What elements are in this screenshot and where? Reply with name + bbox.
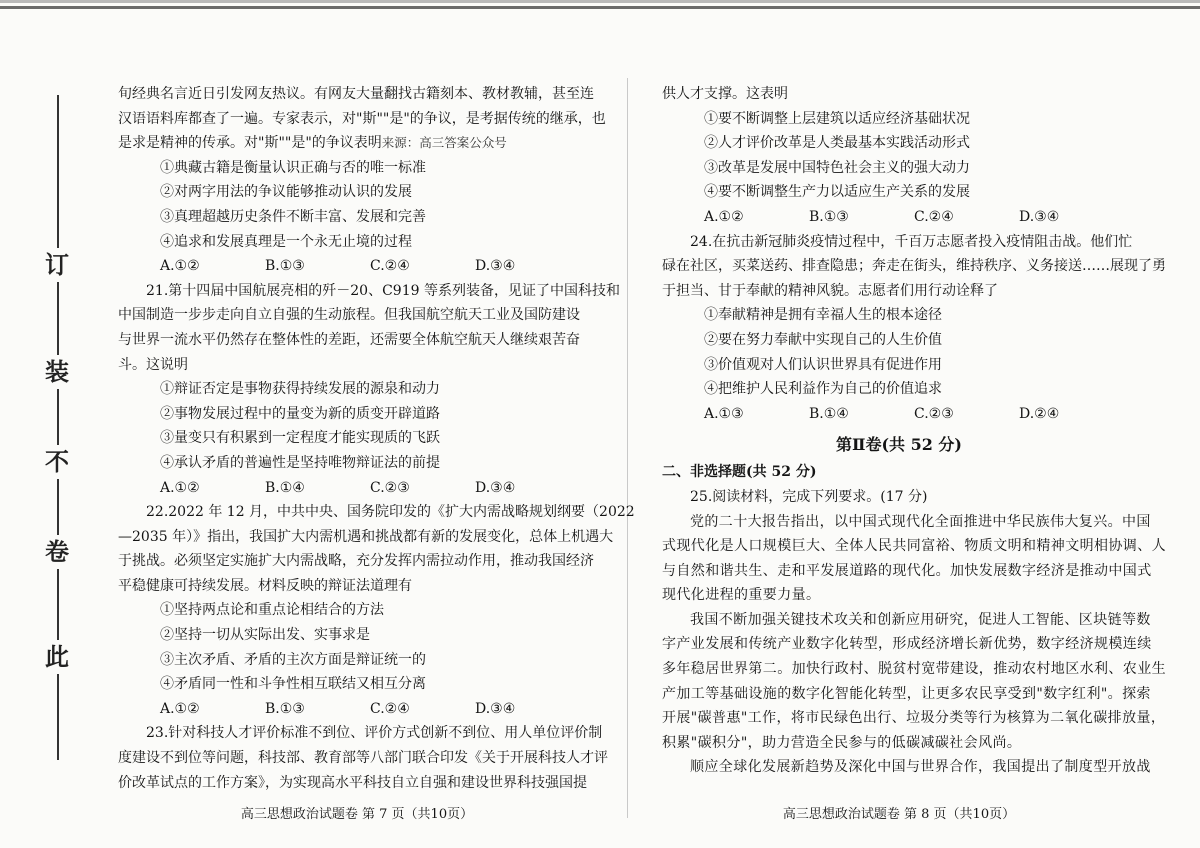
line-text: ③主次矛盾、矛盾的主次方面是辩证统一的: [160, 651, 426, 668]
line-text: 旬经典名言近日引发网友热议。有网友大量翻找古籍刻本、教材教辅，甚至连: [118, 86, 594, 102]
option-line: [118, 402, 596, 427]
text-line: [662, 755, 1151, 780]
text-line: [662, 682, 1151, 707]
line-text: ④承认矛盾的普遍性是坚持唯物辩证法的前提: [160, 454, 440, 471]
line-text: 第Ⅱ卷(共 52 分): [835, 435, 963, 455]
text-line: [118, 131, 596, 156]
line-text: 汉语语料库都查了一遍。专家表示，对"斯""是"的争议，是考据传统的继承，也: [118, 110, 606, 127]
answer-choices: [118, 254, 596, 279]
option-line: [662, 131, 1136, 156]
answer-choices: [118, 697, 596, 722]
text-line: [118, 771, 596, 796]
text-line: [118, 303, 596, 328]
line-text: 与自然和谐共生、走和平发展道路的现代化。加快发展数字经济是推动中国式: [662, 562, 1152, 579]
line-text: 平稳健康可持续发展。材料反映的辩证法道理有: [118, 577, 412, 594]
line-text: 碌在社区，买菜送药、排查隐患；奔走在街头，维持秩序、义务接送……展现了勇: [662, 258, 1166, 275]
line-text: 度建设不到位等问题，科技部、教育部等八部门联合印发《关于开展科技人才评: [118, 750, 608, 767]
answer-choice: A.①②: [160, 479, 200, 496]
line-text: ②对两字用法的争议能够推动认识的发展: [160, 184, 412, 201]
answer-choice: A.①②: [160, 700, 200, 717]
option-line: [662, 303, 1136, 328]
line-text: ③价值观对人们认识世界具有促进作用: [704, 356, 942, 373]
option-line: [118, 180, 596, 205]
line-text: ③真理超越历史条件不断丰富、发展和完善: [160, 208, 426, 225]
answer-choice: B.①④: [809, 405, 849, 422]
text-line: [118, 574, 596, 599]
answer-choice: D.③④: [1019, 208, 1060, 225]
answer-choice: B.①③: [265, 700, 305, 717]
page-7-footer: 高三思想政治试题卷 第 7 页（共10页）: [240, 807, 474, 822]
line-text: ①辩证否定是事物获得持续发展的源泉和动力: [160, 381, 440, 398]
text-line: [118, 549, 596, 574]
option-line: [118, 426, 596, 451]
scan-edge-line: [0, 6, 1200, 9]
line-text: 21.第十四届中国航展亮相的歼－20、C919 等系列装备，见证了中国科技和: [146, 282, 620, 299]
line-text: 斗。这说明: [118, 356, 188, 373]
text-line: [662, 583, 1136, 608]
option-line: [662, 107, 1136, 132]
line-text: 23.针对科技人才评价标准不到位、评价方式创新不到位、用人单位评价制: [146, 725, 603, 742]
line-text: 供人才支撑。这表明: [662, 86, 788, 102]
answer-choice: A.①③: [704, 405, 744, 422]
line-text: 价改革试点的工作方案》，为实现高水平科技自立自强和建设世界科技强国提: [118, 774, 587, 791]
source-note: 来源：高三答案公众号: [381, 135, 507, 151]
option-line: [118, 598, 596, 623]
option-line: [118, 377, 596, 402]
line-text: ②人才评价改革是人类最基本实践活动形式: [704, 135, 970, 152]
text-line: [662, 510, 1151, 535]
line-text: ②坚持一切从实际出发、实事求是: [160, 627, 370, 644]
page-8-footer: 高三思想政治试题卷 第 8 页（共10页）: [782, 807, 1016, 822]
line-text: 是求是精神的传承。对"斯""是"的争议表明: [118, 135, 382, 152]
answer-choice: D.③④: [475, 700, 516, 717]
answer-choice: C.②③: [370, 479, 410, 496]
text-line: [118, 328, 596, 353]
text-line: [662, 279, 1136, 304]
line-text: ③量变只有积累到一定程度才能实现质的飞跃: [160, 430, 440, 447]
line-text: 字产业发展和传统产业数字化转型，形成经济增长新优势，数字经济规模连续: [662, 636, 1152, 653]
text-line: [118, 82, 596, 107]
text-line: [662, 82, 1136, 107]
line-text: ④要不断调整生产力以适应生产关系的发展: [704, 184, 970, 201]
binding-char-ding: 订: [40, 248, 74, 282]
line-text: ②要在努力奉献中实现自己的人生价值: [704, 331, 942, 348]
line-text: 于担当、甘于奉献的精神风貌。志愿者们用行动诠释了: [662, 282, 998, 299]
option-line: [662, 328, 1136, 353]
text-line: [118, 525, 614, 550]
text-line: [662, 706, 1166, 731]
line-text: 式现代化是人口规模巨大、全体人民共同富裕、物质文明和精神文明相协调、人: [662, 538, 1166, 555]
answer-choice: B.①④: [265, 479, 305, 496]
text-line: [662, 559, 1152, 584]
text-line: [662, 608, 1151, 633]
line-text: ①典藏古籍是衡量认识正确与否的唯一标准: [160, 159, 426, 176]
answer-choice: D.③④: [475, 479, 516, 496]
answer-choice: C.②④: [370, 258, 410, 275]
answer-choice: A.①②: [704, 208, 744, 225]
answer-choice: D.③④: [475, 258, 516, 275]
binding-char-ci: 此: [40, 640, 74, 674]
line-text: —2035 年）》指出，我国扩大内需机遇和挑战都有新的发展变化，总体上机遇大: [118, 528, 614, 545]
text-line: [662, 230, 1136, 255]
binding-margin: [0, 0, 100, 848]
binding-char-juan: 卷: [40, 535, 74, 569]
text-line: [662, 657, 1166, 682]
text-line: [118, 107, 606, 132]
text-line: [118, 279, 620, 304]
line-text: 开展"碳普惠"工作，将市民绿色出行、垃圾分类等行为核算为二氧化碳排放量，: [662, 710, 1166, 727]
line-text: ④矛盾同一性和斗争性相互联结又相互分离: [160, 676, 426, 693]
answer-choice: C.②④: [914, 208, 954, 225]
answer-choice: C.②④: [370, 700, 410, 717]
binding-char-bu: 不: [40, 445, 74, 479]
answer-choices: [662, 402, 1136, 427]
line-text: ④追求和发展真理是一个永无止境的过程: [160, 233, 412, 250]
text-line: [662, 485, 1136, 510]
option-line: [118, 230, 596, 255]
answer-choice: B.①③: [809, 208, 849, 225]
line-text: ②事物发展过程中的量变为新的质变开辟道路: [160, 405, 440, 422]
binding-char-zhuang: 装: [40, 355, 74, 389]
answer-choice: D.②④: [1019, 405, 1060, 422]
line-text: 多年稳居世界第二。加快行政村、脱贫村宽带建设，推动农村地区水利、农业生: [662, 661, 1166, 678]
line-text: 于挑战。必须坚定实施扩大内需战略，充分发挥内需拉动作用，推动我国经济: [118, 553, 594, 570]
option-line: [662, 377, 1136, 402]
page-8-column: [662, 82, 1166, 780]
option-line: [662, 180, 1136, 205]
line-text: 产加工等基础设施的数字化智能化转型，让更多农民享受到"数字红利"。探索: [662, 685, 1151, 702]
line-text: ③改革是发展中国特色社会主义的强大动力: [704, 159, 970, 176]
answer-choice: A.①②: [160, 258, 200, 275]
text-line: [662, 632, 1152, 657]
text-line: [662, 534, 1166, 559]
line-text: 中国制造一步步走向自立自强的生动旅程。但我国航空航天工业及国防建设: [118, 307, 580, 324]
text-line: [662, 731, 1136, 756]
line-text: ①坚持两点论和重点论相结合的方法: [160, 602, 384, 619]
line-text: ①要不断调整上层建筑以适应经济基础状况: [704, 110, 970, 127]
line-text: 24.在抗击新冠肺炎疫情过程中，千百万志愿者投入疫情阻击战。他们忙: [690, 233, 1133, 250]
scan-edge-top: [0, 0, 1200, 3]
line-text: ④把维护人民利益作为自己的价值追求: [704, 381, 942, 398]
answer-choices: [118, 476, 596, 501]
option-line: [118, 623, 596, 648]
page-divider: [627, 78, 628, 818]
line-text: 现代化进程的重要力量。: [662, 587, 821, 604]
section-heading: [662, 430, 1136, 460]
option-line: [118, 648, 596, 673]
text-line: [662, 460, 1136, 485]
option-line: [662, 156, 1136, 181]
answer-choice: B.①③: [265, 258, 305, 275]
option-line: [662, 353, 1136, 378]
line-text: 22.2022 年 12 月，中共中央、国务院印发的《扩大内需战略规划纲要（2022: [146, 504, 635, 521]
text-line: [118, 353, 596, 378]
text-line: [118, 746, 608, 771]
option-line: [118, 672, 596, 697]
line-text: 与世界一流水平仍然存在整体性的差距，还需要全体航空航天人继续艰苦奋: [118, 331, 580, 348]
option-line: [118, 205, 596, 230]
answer-choices: [662, 205, 1136, 230]
line-text: 顺应全球化发展新趋势及深化中国与世界合作，我国提出了制度型开放战: [690, 759, 1151, 776]
line-text: 我国不断加强关键技术攻关和创新应用研究，促进人工智能、区块链等数: [690, 611, 1151, 628]
option-line: [118, 156, 596, 181]
text-line: [118, 500, 635, 525]
text-line: [662, 254, 1166, 279]
line-text: 25.阅读材料，完成下列要求。(17 分): [690, 488, 928, 505]
line-text: ①奉献精神是拥有幸福人生的根本途径: [704, 307, 942, 324]
line-text: 积累"碳积分"，助力营造全民参与的低碳减碳社会风尚。: [662, 734, 1022, 751]
text-line: [118, 721, 603, 746]
option-line: [118, 451, 596, 476]
line-text: 二、非选择题(共 52 分): [662, 464, 817, 481]
page-7-column: [118, 82, 635, 795]
answer-choice: C.②③: [914, 405, 954, 422]
line-text: 党的二十大报告指出，以中国式现代化全面推进中华民族伟大复兴。中国: [690, 513, 1151, 530]
